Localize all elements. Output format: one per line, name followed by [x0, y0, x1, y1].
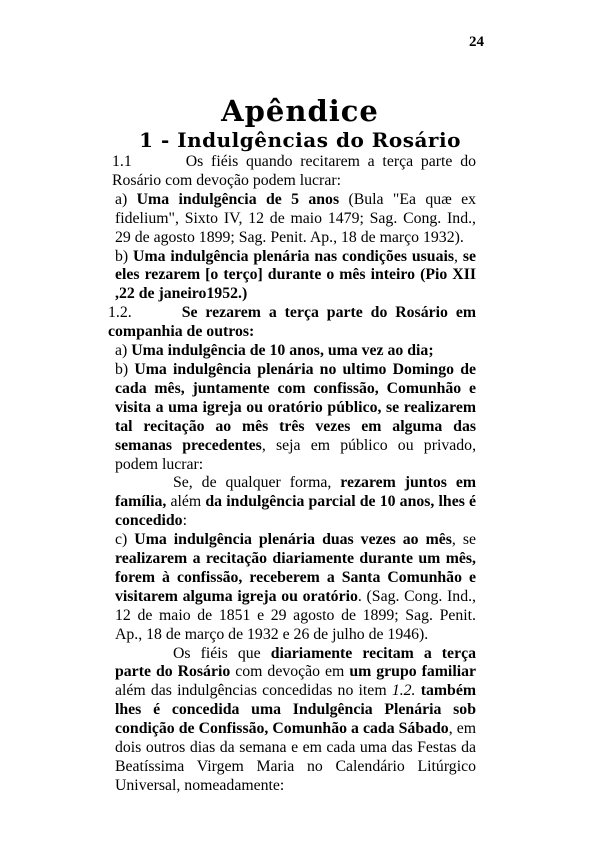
section-subtitle: 1 - Indulgências do Rosário [139, 128, 461, 152]
section-number: 1.2. [108, 304, 132, 322]
final-paragraph: Os fiéis que diariamente recitam a terça parte do Rosário com devoção em um grupo familiar além das indulgências concedidas no item 1.2. também lhes é concedida uma Indulgência Plenária sob condição de Confissão, Comunhão a cada Sábado, em dois outros dias da semana e em cada uma das Festas da Beatíssima Virgem Maria no Calendário Litúrgico Universal, nomeadamente: [115, 644, 477, 794]
section-1-2-family-paragraph: Se, de qualquer forma, rezarem juntos em família, além da indulgência parcial de 10 anos, lhes é concedido: [115, 474, 477, 530]
body-text [108, 153, 477, 796]
section-1-2-item-a: a) Uma indulgência de 10 anos, uma vez ao dia; [115, 342, 434, 360]
section-1-1-item-b: b) Uma indulgência plenária nas condições usuais, se eles rezarem [o terço] durante o mês inteiro (Pio XII ,22 de janeiro1952.) [115, 247, 476, 303]
section-1-2-item-c: c) Uma indulgência plenária duas vezes ao mês, se realizarem a recitação diariamente durante um mês, forem à confissão, receberem a Santa Comunhão e visitarem alguma igreja ou oratório. (Sag. Cong. Ind., 12 de maio de 1851 e 29 agosto de 1899; Sag. Penit. Ap., 18 de março de 1932 e 26 de julho de 1946). [115, 531, 477, 643]
section-1-2-intro: 1.2. Se rezarem a terça parte do Rosário em companhia de outros: [108, 304, 476, 341]
page-title: Apêndice [221, 94, 379, 128]
page-number: 24 [469, 34, 484, 50]
section-1-1-intro: 1.1 Os fiéis quando recitarem a terça parte do Rosário com devoção podem lucrar: [112, 153, 476, 189]
section-1-1-item-a: a) Uma indulgência de 5 anos (Bula "Ea quæ ex fidelium", Sixto IV, 12 de maio 1479; Sag. Cong. Ind., 29 de agosto 1899; Sag. Penit. Ap., 18 de março 1932). [115, 190, 476, 246]
section-1-2-item-b: b) Uma indulgência plenária no ultimo Domingo de cada mês, juntamente com confissão, Comunhão e visita a uma igreja ou oratório público, se realizarem tal recitação ao mês três vezes em alguma das semanas precedentes, seja em público ou privado, podem lucrar: [115, 360, 477, 473]
section-number: 1.1 [112, 153, 132, 170]
